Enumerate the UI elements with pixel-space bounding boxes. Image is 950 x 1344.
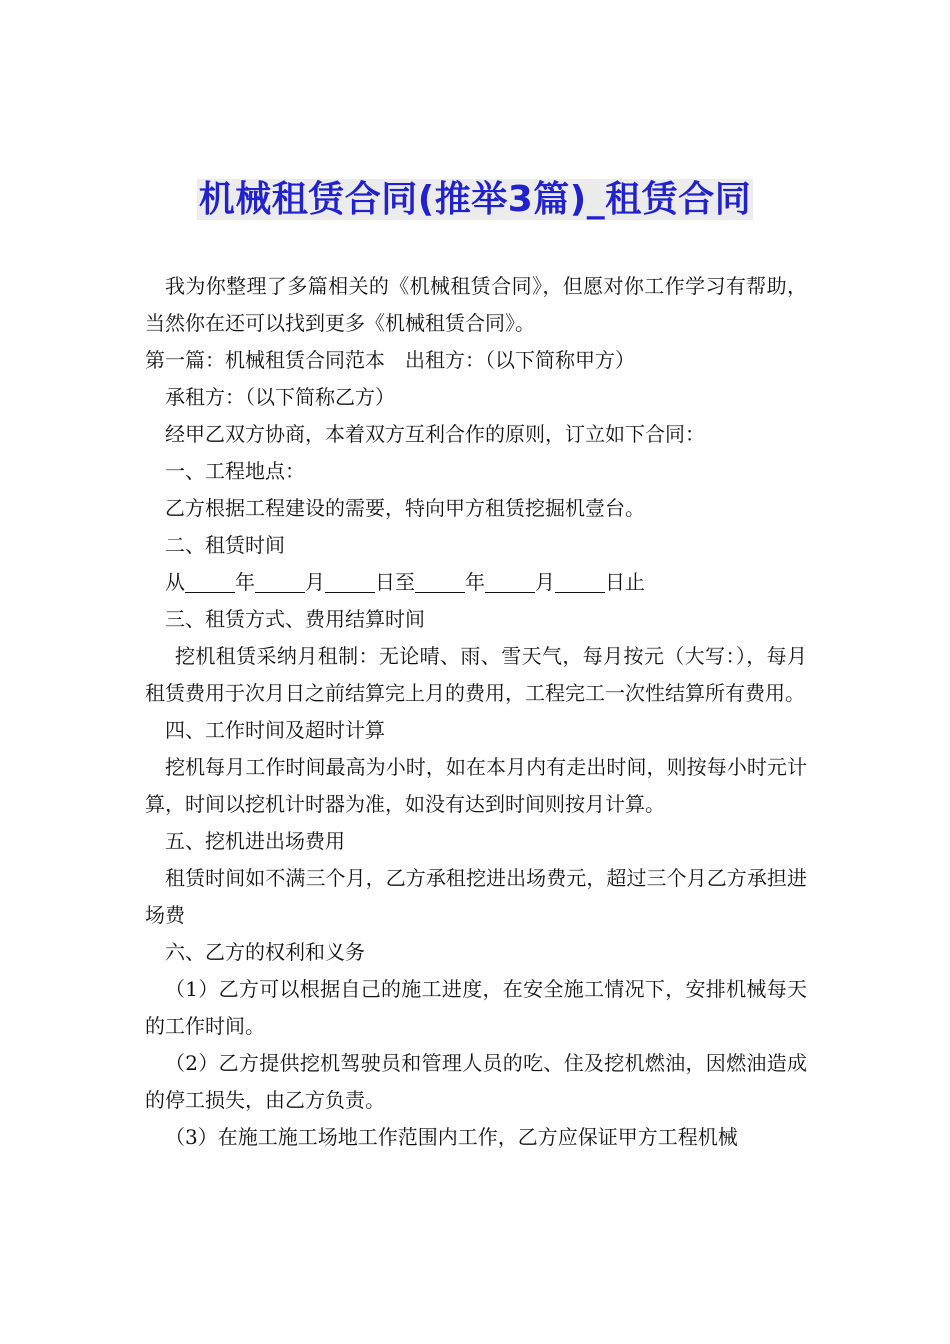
blank-day-end [555,570,605,593]
blank-month-start [255,570,305,593]
blank-year-start [185,570,235,593]
period-day-end: 日止 [605,570,645,594]
blank-month-end [485,570,535,593]
section3-heading: 三、租赁方式、费用结算时间 [165,607,425,631]
period-month-start: 月 [305,570,325,594]
period-month-end: 月 [535,570,555,594]
section4-text: 挖机每月工作时间最高为小时，如在本月内有走出时间，则按每小时元计算，时间以挖机计时器为准，如没有达到时间则按月计算。 [145,755,807,816]
blank-day-start [325,570,375,593]
section5-text: 租赁时间如不满三个月，乙方承租挖进出场费元，超过三个月乙方承担进场费 [145,866,807,927]
section6-item1: （1）乙方可以根据自己的施工进度，在安全施工情况下，安排机械每天的工作时间。 [145,977,807,1038]
agreement-line: 经甲乙双方协商，本着双方互利合作的原则，订立如下合同： [165,422,705,446]
period-year-end: 年 [465,570,485,594]
section3-text: 挖机租赁采纳月租制：无论晴、雨、雪天气，每月按元（大写：），每月租赁费用于次月日之前结算完上月的费用，工程完工一次性结算所有费用。 [145,644,807,705]
rental-period-line [145,564,807,601]
lessee-line: 承租方：（以下简称乙方） [165,385,395,409]
document-body [145,268,807,1156]
period-day-to: 日至 [375,570,415,594]
section6-item2: （2）乙方提供挖机驾驶员和管理人员的吃、住及挖机燃油，因燃油造成的停工损失，由乙方负责。 [145,1051,807,1112]
part1-heading: 第一篇：机械租赁合同范本 出租方：（以下简称甲方） [145,348,635,372]
intro-paragraph: 我为你整理了多篇相关的《机械租赁合同》，但愿对你工作学习有帮助，当然你在还可以找到更多《机械租赁合同》。 [145,274,807,335]
document-title-text: 机械租赁合同(推举3篇)_租赁合同 [198,179,752,220]
blank-year-end [415,570,465,593]
period-year-start: 年 [235,570,255,594]
document-title [0,176,950,224]
section6-item3: （3）在施工施工场地工作范围内工作，乙方应保证甲方工程机械 [165,1125,738,1149]
section5-heading: 五、挖机进出场费用 [165,829,345,853]
section4-heading: 四、工作时间及超时计算 [165,718,385,742]
section1-text: 乙方根据工程建设的需要，特向甲方租赁挖掘机壹台。 [165,496,645,520]
period-from: 从 [165,570,185,594]
section1-heading: 一、工程地点： [165,459,305,483]
section6-heading: 六、乙方的权利和义务 [165,940,365,964]
section2-heading: 二、租赁时间 [165,533,285,557]
